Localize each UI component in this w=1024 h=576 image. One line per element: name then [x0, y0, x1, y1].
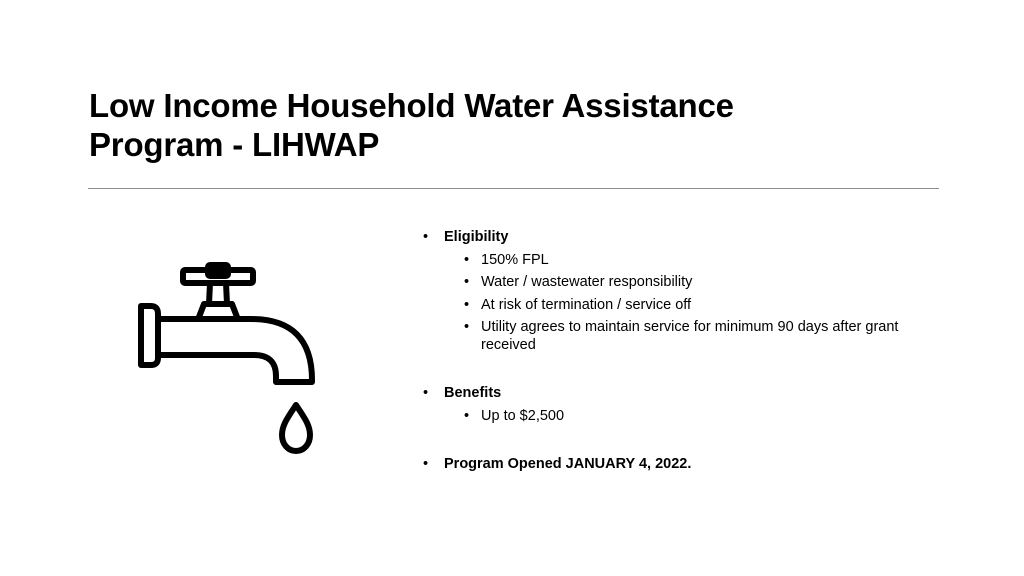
slide-title — [89, 86, 949, 164]
sub-bullet: • Utility agrees to maintain service for minimum 90 days after grant received — [444, 319, 921, 354]
title-divider — [88, 188, 939, 189]
bullet-program-opened — [422, 456, 942, 474]
bullet-eligibility — [422, 229, 942, 354]
bullet-heading: • Program Opened JANUARY 4, 2022. — [444, 456, 692, 472]
sub-bullet: • 150% FPL — [444, 252, 942, 270]
slide-title-line-1: Low Income Household Water Assistance — [89, 87, 734, 124]
slide-title-line-2: Program - LIHWAP — [89, 126, 380, 163]
bullet-heading: • Benefits — [444, 385, 502, 401]
bullet-benefits — [422, 385, 942, 425]
sub-bullet: • At risk of termination / service off — [444, 297, 942, 315]
sub-bullet: • Up to $2,500 — [444, 408, 942, 426]
faucet-icon — [136, 262, 320, 458]
bullet-list — [422, 229, 942, 474]
bullet-heading: • Eligibility — [444, 229, 509, 245]
water-drop-icon — [282, 405, 310, 451]
sub-bullet: • Water / wastewater responsibility — [444, 274, 942, 292]
